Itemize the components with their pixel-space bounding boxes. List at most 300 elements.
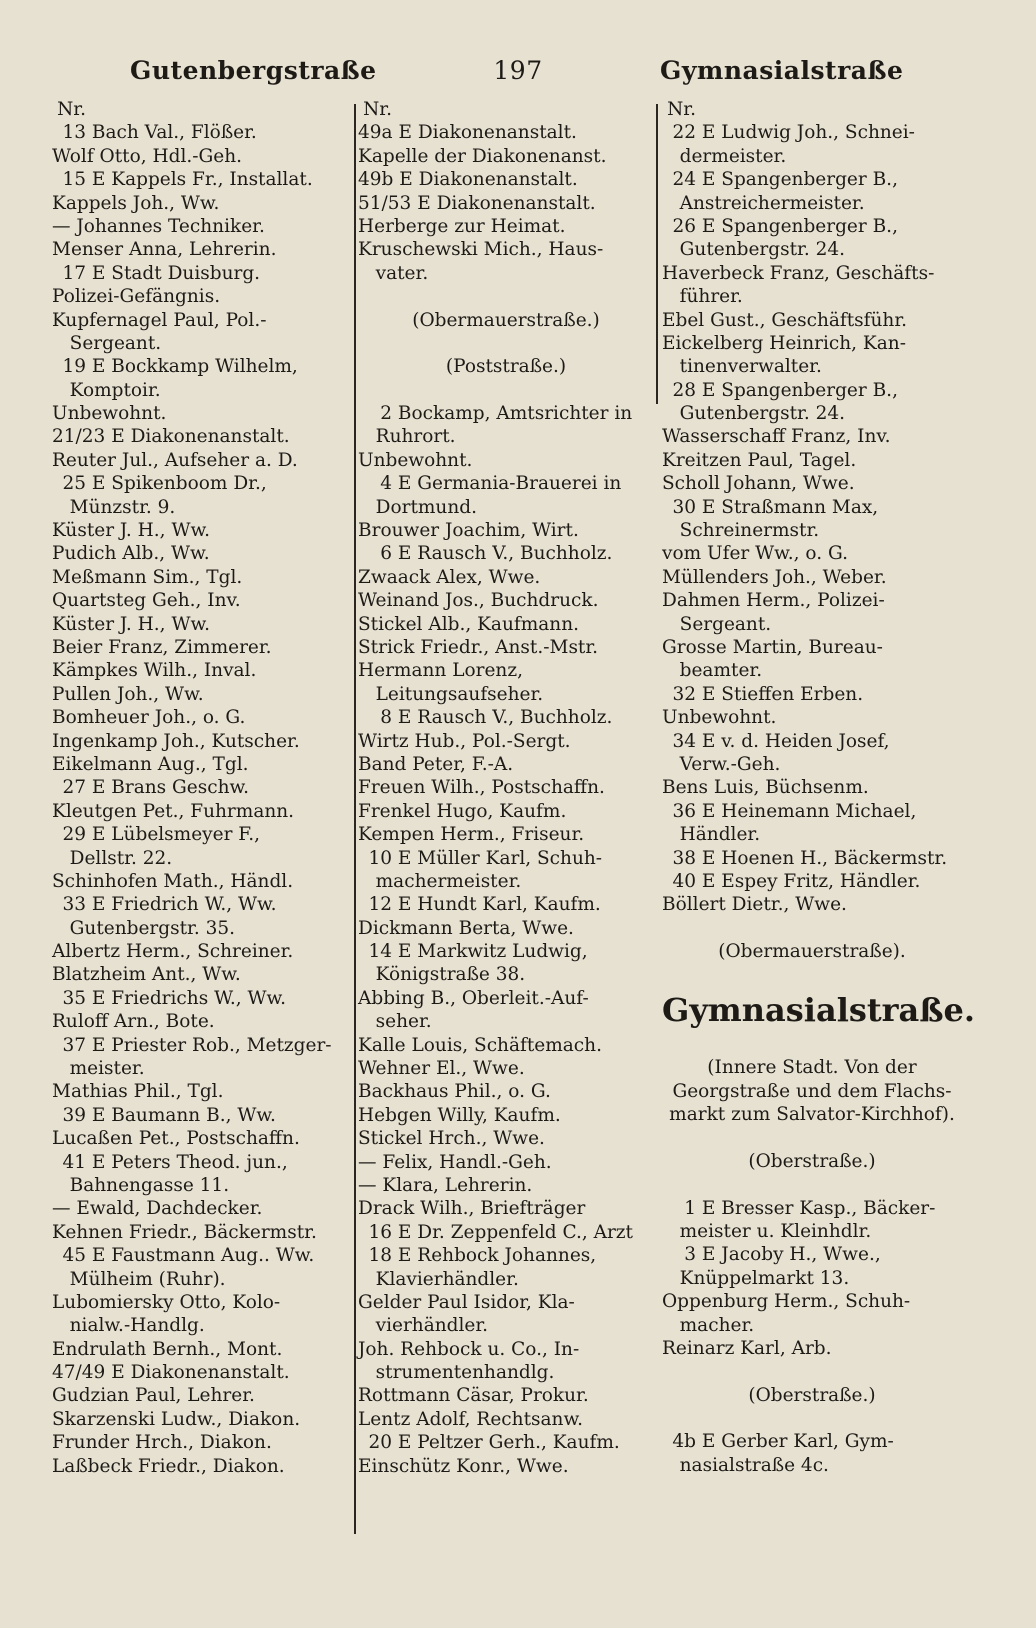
- entry-text: Skarzenski Ludw., Diakon.: [52, 1408, 301, 1430]
- entry-text: Blatzheim Ant., Ww.: [52, 964, 241, 986]
- directory-line: [662, 706, 962, 729]
- entry-text: E Hoenen H., Bäckermstr.: [701, 847, 948, 869]
- house-number: 49a: [358, 122, 393, 144]
- entry-text: Mülheim (Ruhr).: [52, 1268, 226, 1290]
- entry-text: Gutenbergstr. 24.: [662, 403, 846, 425]
- directory-line: [358, 379, 654, 402]
- directory-line: [662, 917, 962, 940]
- entry-text: Mathias Phil., Tgl.: [52, 1081, 224, 1103]
- directory-line: [52, 683, 352, 706]
- entry-text: Ebel Gust., Geschäftsführ.: [662, 309, 908, 331]
- entry-text: Frunder Hrch., Diakon.: [52, 1432, 272, 1454]
- directory-line: [358, 940, 654, 963]
- entry-text: (Obermauerstraße).: [718, 941, 906, 963]
- directory-line: [52, 659, 352, 682]
- cross-street-note: [662, 1056, 962, 1079]
- entry-text: Oppenburg Herm., Schuh-: [662, 1291, 911, 1313]
- directory-line: [358, 1057, 654, 1080]
- house-number: 24: [672, 169, 696, 191]
- entry-text: meister u. Kleinhdlr.: [662, 1220, 872, 1242]
- entry-text: Albertz Herm., Schreiner.: [52, 941, 294, 963]
- entry-text: seher.: [358, 1011, 432, 1033]
- entry-text: Gudzian Paul, Lehrer.: [52, 1385, 255, 1407]
- entry-text: E Germania-Brauerei in: [397, 473, 622, 495]
- directory-line: [662, 683, 962, 706]
- house-number: 4: [380, 473, 392, 495]
- entry-text: E Lübelsmeyer F.,: [91, 824, 261, 846]
- entry-text: Eickelberg Heinrich, Kan-: [662, 332, 906, 354]
- entry-text: Schinhofen Math., Händl.: [52, 870, 294, 892]
- house-number: 26: [672, 215, 696, 237]
- directory-line: [358, 706, 654, 729]
- directory-line: [52, 168, 352, 191]
- house-number: 49b: [358, 169, 394, 191]
- directory-line: [52, 542, 352, 565]
- entry-text: E Spangenberger B.,: [701, 169, 898, 191]
- entry-text: Dortmund.: [358, 496, 477, 518]
- entry-text: Komptoir.: [52, 379, 161, 401]
- directory-line: [662, 215, 962, 238]
- directory-line: [662, 1220, 962, 1243]
- directory-line: [358, 847, 654, 870]
- entry-text: E Peters Theod. jun.,: [91, 1151, 288, 1173]
- directory-line: [52, 566, 352, 589]
- entry-text: (Poststraße.): [445, 356, 567, 378]
- entry-text: Kupfernagel Paul, Pol.-: [52, 309, 267, 331]
- directory-line: [52, 870, 352, 893]
- directory-line: [662, 730, 962, 753]
- directory-line: [358, 730, 654, 753]
- entry-text: macher.: [662, 1314, 755, 1336]
- entry-text: Kehnen Friedr., Bäckermstr.: [52, 1221, 317, 1243]
- directory-line: [52, 1057, 352, 1080]
- entry-text: — Felix, Handl.-Geh.: [358, 1151, 552, 1173]
- directory-line: [358, 1291, 654, 1314]
- entry-text: Königstraße 38.: [358, 964, 526, 986]
- entry-text: Quartsteg Geh., Inv.: [52, 590, 241, 612]
- house-number: 3: [684, 1244, 696, 1266]
- page-number: 197: [493, 56, 543, 85]
- entry-text: Ingenkamp Joh., Kutscher.: [52, 730, 300, 752]
- directory-line: [52, 262, 352, 285]
- entry-text: Grosse Martin, Bureau-: [662, 636, 883, 658]
- entry-text: E Diakonenanstalt.: [111, 1362, 290, 1384]
- directory-line: [662, 613, 962, 636]
- house-number: 38: [672, 847, 696, 869]
- directory-line: [358, 542, 654, 565]
- entry-text: Ruloff Arn., Bote.: [52, 1011, 215, 1033]
- directory-line: [662, 519, 962, 542]
- cross-street-note: [662, 1103, 962, 1126]
- directory-line: [662, 238, 962, 261]
- entry-text: Bomheuer Joh., o. G.: [52, 707, 246, 729]
- entry-text: Weinand Jos., Buchdruck.: [358, 590, 599, 612]
- directory-line: [358, 1080, 654, 1103]
- directory-line: [662, 145, 962, 168]
- directory-line: [52, 1408, 352, 1431]
- house-number: 30: [672, 496, 696, 518]
- directory-line: [662, 262, 962, 285]
- entry-text: E Faustmann Aug.. Ww.: [91, 1245, 315, 1267]
- entry-text: E Bresser Kasp., Bäcker-: [701, 1197, 936, 1219]
- directory-line: [52, 1010, 352, 1033]
- house-number: 47/49: [52, 1362, 106, 1384]
- directory-line: [662, 566, 962, 589]
- directory-line: [358, 589, 654, 612]
- entry-text: E Spangenberger B.,: [701, 215, 898, 237]
- directory-line: [52, 145, 352, 168]
- entry-text: E Rehbock Johannes,: [397, 1245, 597, 1267]
- house-number: 1: [684, 1197, 696, 1219]
- entry-text: E Brans Geschw.: [91, 777, 250, 799]
- entry-text: E Stieffen Erben.: [701, 683, 864, 705]
- directory-line: [358, 449, 654, 472]
- directory-line: [52, 1268, 352, 1291]
- entry-text: Lentz Adolf, Rechtsanw.: [358, 1408, 583, 1430]
- cross-street-note: [662, 1080, 962, 1103]
- house-number: 25: [62, 473, 86, 495]
- directory-line: [52, 823, 352, 846]
- directory-line: [52, 613, 352, 636]
- directory-line: [52, 238, 352, 261]
- entry-text: Bach Val., Flößer.: [91, 122, 257, 144]
- entry-text: Stickel Alb., Kaufmann.: [358, 613, 579, 635]
- entry-text: Brouwer Joachim, Wirt.: [358, 520, 579, 542]
- entry-text: Drack Wilh., Briefträger: [358, 1198, 586, 1220]
- entry-text: (Obermauerstraße.): [412, 309, 600, 331]
- column-2: [358, 98, 654, 1478]
- entry-text: Hermann Lorenz,: [358, 660, 523, 682]
- entry-text: — Klara, Lehrerin.: [358, 1174, 533, 1196]
- entry-text: E Priester Rob., Metzger-: [91, 1034, 332, 1056]
- entry-text: Verw.-Geh.: [662, 753, 781, 775]
- entry-text: Kapelle der Diakonenanst.: [358, 145, 607, 167]
- directory-line: [52, 636, 352, 659]
- entry-text: (Innere Stadt. Von der: [707, 1057, 917, 1079]
- entry-text: Meßmann Sim., Tgl.: [52, 566, 243, 588]
- house-number: 41: [62, 1151, 86, 1173]
- house-number: 16: [368, 1221, 392, 1243]
- directory-line: [662, 332, 962, 355]
- house-number: 18: [368, 1245, 392, 1267]
- entry-text: Gutenbergstr. 24.: [662, 239, 846, 261]
- entry-text: Strick Friedr., Anst.-Mstr.: [358, 636, 599, 658]
- entry-text: vierhändler.: [358, 1315, 489, 1337]
- house-number: 15: [62, 169, 86, 191]
- column-divider: [656, 104, 658, 404]
- house-number: 12: [368, 894, 392, 916]
- directory-line: [52, 1034, 352, 1057]
- house-number: 22: [672, 122, 696, 144]
- directory-line: [52, 987, 352, 1010]
- directory-line: [52, 893, 352, 916]
- entry-text: tinenverwalter.: [662, 356, 822, 378]
- directory-line: [358, 823, 654, 846]
- directory-line: [52, 402, 352, 425]
- directory-line: [52, 1244, 352, 1267]
- directory-line: [662, 1430, 962, 1453]
- entry-text: nasialstraße 4c.: [662, 1454, 829, 1476]
- entry-text: Reinarz Karl, Arb.: [662, 1337, 832, 1359]
- directory-line: [358, 1408, 654, 1431]
- cross-street-note: [662, 1384, 962, 1407]
- entry-text: Kappels Joh., Ww.: [52, 192, 220, 214]
- entry-text: Scholl Johann, Wwe.: [662, 473, 855, 495]
- directory-line: [662, 1290, 962, 1313]
- entry-text: Kämpkes Wilh., Inval.: [52, 660, 257, 682]
- directory-line: [662, 753, 962, 776]
- entry-text: E Heinemann Michael,: [701, 800, 917, 822]
- entry-text: E Dr. Zeppenfeld C., Arzt: [397, 1221, 633, 1243]
- house-number: 39: [62, 1104, 86, 1126]
- entry-text: — Ewald, Dachdecker.: [52, 1198, 263, 1220]
- entry-text: beamter.: [662, 660, 763, 682]
- entry-text: Kalle Louis, Schäftemach.: [358, 1034, 602, 1056]
- entry-text: E Rausch V., Buchholz.: [397, 707, 613, 729]
- house-number: 28: [672, 379, 696, 401]
- directory-line: [52, 1104, 352, 1127]
- house-number: Nr.: [667, 99, 696, 120]
- entry-text: Wasserschaff Franz, Inv.: [662, 426, 891, 448]
- entry-text: E Spangenberger B.,: [701, 379, 898, 401]
- entry-text: E Diakonenanstalt.: [111, 426, 290, 448]
- entry-text: E v. d. Heiden Josef,: [701, 730, 890, 752]
- entry-text: Kruschewski Mich., Haus-: [358, 239, 604, 261]
- column-divider: [354, 104, 356, 1534]
- directory-line: [52, 1221, 352, 1244]
- house-number: 45: [62, 1245, 86, 1267]
- directory-line: [358, 472, 654, 495]
- entry-text: führer.: [662, 286, 743, 308]
- house-number: 2: [380, 403, 392, 425]
- entry-text: Bens Luis, Büchsenm.: [662, 777, 869, 799]
- directory-line: [52, 285, 352, 308]
- directory-line: [358, 1431, 654, 1454]
- directory-line: [662, 800, 962, 823]
- directory-line: [358, 1197, 654, 1220]
- house-number: 29: [62, 824, 86, 846]
- header-street-right: Gymnasialstraße: [660, 56, 904, 85]
- directory-line: [52, 1197, 352, 1220]
- house-number: 35: [62, 987, 86, 1009]
- entry-text: Reuter Jul., Aufseher a. D.: [52, 449, 298, 471]
- entry-text: Unbewohnt.: [358, 449, 473, 471]
- entry-text: E Kappels Fr., Installat.: [91, 169, 313, 191]
- entry-text: Münzstr. 9.: [52, 496, 176, 518]
- directory-line: [52, 730, 352, 753]
- entry-text: Bockamp, Amtsrichter in: [397, 403, 633, 425]
- entry-text: Böllert Dietr., Wwe.: [662, 894, 847, 916]
- directory-line: [52, 121, 352, 144]
- directory-line: [358, 121, 654, 144]
- entry-text: (Oberstraße.): [748, 1384, 876, 1406]
- entry-text: Freuen Wilh., Postschaffn.: [358, 777, 605, 799]
- entry-text: Sergeant.: [52, 332, 162, 354]
- entry-text: Zwaack Alex, Wwe.: [358, 566, 541, 588]
- directory-line: [662, 776, 962, 799]
- house-number: 20: [368, 1432, 392, 1454]
- directory-line: [662, 542, 962, 565]
- directory-line: [358, 1174, 654, 1197]
- entry-text: E Jacoby H., Wwe.,: [701, 1244, 881, 1266]
- directory-line: [662, 1243, 962, 1266]
- directory-line: [52, 940, 352, 963]
- entry-text: Endrulath Bernh., Mont.: [52, 1338, 283, 1360]
- directory-line: [662, 1454, 962, 1477]
- entry-text: Lucaßen Pet., Postschaffn.: [52, 1128, 300, 1150]
- directory-line: [358, 659, 654, 682]
- entry-text: Menser Anna, Lehrerin.: [52, 239, 277, 261]
- cross-street-note: [358, 355, 654, 378]
- entry-text: Schreinermstr.: [662, 520, 820, 542]
- entry-text: nialw.-Handlg.: [52, 1315, 205, 1337]
- directory-line: [358, 1104, 654, 1127]
- directory-line: [358, 1127, 654, 1150]
- house-number: Nr.: [363, 99, 392, 120]
- entry-text: Gutenbergstr. 35.: [52, 917, 236, 939]
- entry-text: Händler.: [662, 824, 761, 846]
- directory-line: [662, 379, 962, 402]
- entry-text: E Diakonenanstalt.: [398, 122, 577, 144]
- entry-text: Beier Franz, Zimmerer.: [52, 636, 272, 658]
- directory-line: [52, 192, 352, 215]
- directory-line: [52, 1455, 352, 1478]
- directory-line: [662, 402, 962, 425]
- entry-text: E Diakonenanstalt.: [399, 169, 578, 191]
- directory-line: [662, 1173, 962, 1196]
- directory-line: [358, 636, 654, 659]
- entry-text: E Stadt Duisburg.: [91, 262, 261, 284]
- directory-line: [52, 355, 352, 378]
- directory-line: [358, 1151, 654, 1174]
- directory-line: [358, 1034, 654, 1057]
- directory-line: [52, 847, 352, 870]
- entry-text: Kempen Herm., Friseur.: [358, 824, 585, 846]
- directory-line: [358, 262, 654, 285]
- directory-line: [358, 963, 654, 986]
- directory-line: [662, 168, 962, 191]
- entry-text: Herberge zur Heimat.: [358, 215, 566, 237]
- directory-line: [662, 823, 962, 846]
- entry-text: markt zum Salvator-Kirchhof).: [669, 1104, 955, 1126]
- directory-line: [662, 589, 962, 612]
- house-number: 32: [672, 683, 696, 705]
- entry-text: vom Ufer Ww., o. G.: [662, 543, 848, 565]
- directory-line: [358, 1384, 654, 1407]
- directory-line: [52, 800, 352, 823]
- directory-line: [52, 379, 352, 402]
- entry-text: E Espey Fritz, Händler.: [701, 870, 921, 892]
- entry-text: dermeister.: [662, 145, 787, 167]
- directory-line: [52, 1314, 352, 1337]
- entry-text: Gymnasialstraße.: [662, 990, 976, 1029]
- directory-line: [358, 402, 654, 425]
- directory-line: [52, 589, 352, 612]
- entry-text: Haverbeck Franz, Geschäfts-: [662, 262, 935, 284]
- house-number: 10: [368, 847, 392, 869]
- entry-text: — Johannes Techniker.: [52, 215, 265, 237]
- entry-text: Rottmann Cäsar, Prokur.: [358, 1385, 589, 1407]
- entry-text: E Baumann B., Ww.: [91, 1104, 276, 1126]
- entry-text: E Peltzer Gerh., Kaufm.: [397, 1432, 620, 1454]
- house-number: 27: [62, 777, 86, 799]
- entry-text: Joh. Rehbock u. Co., In-: [358, 1338, 580, 1360]
- directory-line: [52, 309, 352, 332]
- directory-line: [358, 98, 654, 121]
- entry-text: Pullen Joh., Ww.: [52, 683, 204, 705]
- directory-line: [662, 1360, 962, 1383]
- directory-line: [358, 215, 654, 238]
- directory-line: [358, 800, 654, 823]
- directory-line: [662, 636, 962, 659]
- entry-text: Wehner El., Wwe.: [358, 1058, 525, 1080]
- entry-text: Dickmann Berta, Wwe.: [358, 917, 574, 939]
- entry-text: E Müller Karl, Schuh-: [397, 847, 603, 869]
- entry-text: Küster J. H., Ww.: [52, 613, 210, 635]
- entry-text: (Oberstraße.): [748, 1150, 876, 1172]
- header-street-left: Gutenbergstraße: [130, 56, 377, 85]
- directory-line: [662, 1314, 962, 1337]
- directory-line: [358, 753, 654, 776]
- directory-line: [358, 238, 654, 261]
- directory-line: [358, 1010, 654, 1033]
- directory-line: [52, 1127, 352, 1150]
- cross-street-note: [358, 309, 654, 332]
- directory-line: [358, 519, 654, 542]
- entry-text: Einschütz Konr., Wwe.: [358, 1455, 569, 1477]
- house-number: Nr.: [57, 99, 86, 120]
- entry-text: Dellstr. 22.: [52, 847, 173, 869]
- entry-text: Anstreichermeister.: [662, 192, 865, 214]
- directory-line: [52, 1384, 352, 1407]
- house-number: 36: [672, 800, 696, 822]
- directory-line: [358, 870, 654, 893]
- directory-line: [662, 285, 962, 308]
- directory-line: [358, 332, 654, 355]
- house-number: 40: [672, 870, 696, 892]
- house-number: 6: [380, 543, 392, 565]
- directory-line: [662, 121, 962, 144]
- directory-line: [662, 1337, 962, 1360]
- entry-text: Küster J. H., Ww.: [52, 520, 210, 542]
- directory-line: [358, 917, 654, 940]
- directory-line: [358, 168, 654, 191]
- entry-text: Frenkel Hugo, Kaufm.: [358, 800, 567, 822]
- directory-line: [358, 613, 654, 636]
- directory-line: [52, 215, 352, 238]
- entry-text: E Friedrich W., Ww.: [91, 894, 277, 916]
- entry-text: Polizei-Gefängnis.: [52, 286, 221, 308]
- entry-text: E Rausch V., Buchholz.: [397, 543, 613, 565]
- entry-text: Wirtz Hub., Pol.-Sergt.: [358, 730, 571, 752]
- house-number: 51/53: [358, 192, 412, 214]
- entry-text: Dahmen Herm., Polizei-: [662, 590, 885, 612]
- directory-line: [358, 776, 654, 799]
- directory-line: [358, 1314, 654, 1337]
- entry-text: Abbing B., Oberleit.-Auf-: [358, 987, 589, 1009]
- street-heading: [662, 987, 976, 1033]
- entry-text: Lubomiersky Otto, Kolo-: [52, 1291, 281, 1313]
- entry-text: Pudich Alb., Ww.: [52, 543, 210, 565]
- directory-line: [662, 1197, 962, 1220]
- entry-text: Laßbeck Friedr., Diakon.: [52, 1455, 285, 1477]
- directory-line: [662, 425, 962, 448]
- directory-line: [358, 285, 654, 308]
- entry-text: Backhaus Phil., o. G.: [358, 1081, 551, 1103]
- directory-line: [662, 496, 962, 519]
- entry-text: E Friedrichs W., Ww.: [91, 987, 287, 1009]
- entry-text: E Hundt Karl, Kaufm.: [397, 894, 601, 916]
